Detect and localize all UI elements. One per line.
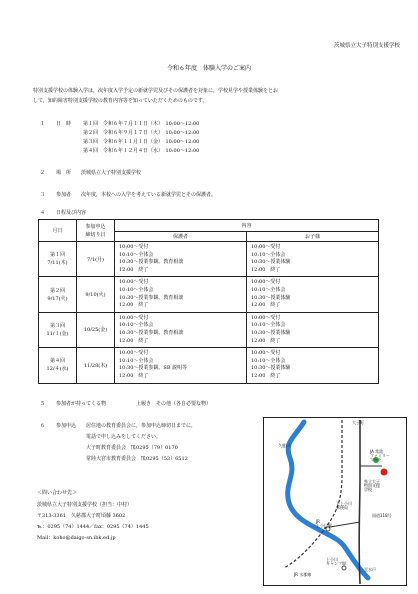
- child-line: 10:30～授業体験: [251, 365, 291, 372]
- row-session: 第２回: [49, 287, 65, 294]
- section-4-number: ４: [40, 210, 46, 216]
- guardian-line: 10:30～授業参観、教育相談: [119, 329, 184, 336]
- table-row: [39, 242, 379, 277]
- child-line: 10:00～受付: [251, 279, 281, 286]
- map-label-kenmachi: 県立大子 特別支援 学校: [364, 479, 380, 492]
- belongings-text: 上履き その他（各自必要な物）: [136, 401, 212, 407]
- venue-text: 茨城県立大子特別支援学校: [81, 170, 142, 176]
- application-line-3: 大子町教育委員会 ℡0295（79）0170: [86, 445, 178, 451]
- child-line: 10:30～授業体験: [251, 329, 291, 336]
- map-label-mito: 至水戸: [364, 567, 376, 572]
- row-date: 9/17(火): [47, 295, 68, 302]
- child-line: 12:00 終了: [251, 372, 281, 379]
- map-label-kujigawa: 久慈川: [278, 443, 290, 448]
- intro-line-1: 特別支援学校の体験入学は，次年度入学予定の新就学児及びその保護者を対象に，学校見学や授業体験をとお: [33, 88, 279, 94]
- table-row: [39, 312, 379, 347]
- section-5-label: 参加者が持ってくる物: [56, 401, 107, 407]
- section-2-number: ２: [40, 170, 46, 176]
- map-label-route118: 国道118号: [372, 513, 392, 518]
- map-label-daigo: 大子町: [352, 420, 364, 425]
- section-5-number: ５: [40, 401, 46, 407]
- child-line: 10:30～授業体験: [251, 294, 291, 301]
- guardian-line: 10:30～授業参観、SB 説明等: [119, 365, 188, 372]
- kuji-river: [288, 422, 368, 578]
- child-line: 10:10～全体会: [251, 357, 286, 364]
- application-line-1: 居住地の教育委員会に，参加申込締切日までに，: [86, 423, 197, 429]
- date-item-3: 第３回 令和６年１１月１日（金） 10:00～12:00: [83, 139, 200, 145]
- school-marker: [381, 469, 388, 476]
- intro-line-2: して，知的障害特別支援学校の教育内容等を知っていただくためのものです。: [33, 98, 208, 104]
- child-line: 10:00～受付: [251, 314, 281, 321]
- child-line: 10:00～受付: [251, 244, 281, 250]
- child-line: 10:10～全体会: [251, 286, 286, 293]
- guardian-line: 10:10～全体会: [119, 357, 154, 364]
- section-6-number: ６: [40, 423, 46, 429]
- row-session: 第３回: [49, 322, 65, 329]
- map-label-familymart: JA 常陸 ファミリー マート: [370, 449, 390, 462]
- row-deadline: 7/1(月): [77, 242, 115, 277]
- section-1-label: 日 時: [56, 121, 72, 127]
- section-3-number: ３: [40, 192, 46, 198]
- child-line: 10:30～授業体験: [251, 259, 291, 266]
- application-line-4: 常陸大宮市教育委員会 ℡0295（53）6512: [86, 456, 188, 462]
- section-3-label: 参加者: [56, 192, 72, 198]
- section-6-label: 参加申込: [56, 423, 77, 429]
- row-date: 12/４(水): [46, 366, 69, 373]
- guardian-line: 10:00～受付: [119, 279, 149, 286]
- child-line: 10:10～全体会: [251, 322, 286, 329]
- participants-text: 次年度，本校への入学を考えている新就学児とその保護者。: [81, 192, 217, 198]
- child-line: 10:00～受付: [251, 350, 281, 357]
- head-content: 内容: [115, 220, 379, 232]
- row-deadline: 9/10(火): [77, 277, 115, 312]
- guardian-line: 10:10～全体会: [119, 286, 154, 293]
- guardian-line: 12:00 終了: [119, 266, 149, 273]
- row-session: 第４回: [49, 358, 65, 365]
- head-child: お子様: [247, 232, 379, 242]
- child-line: 12:00 終了: [251, 266, 281, 273]
- date-item-4: 第４回 令和６年１２月４日（水） 10:00～12:00: [83, 148, 200, 154]
- school-name-header: 茨城県立大子特別支援学校: [333, 43, 400, 49]
- date-item-2: 第２回 令和６年９月１７日（火） 10:00～12:00: [83, 130, 200, 136]
- camp-marker: [342, 566, 346, 570]
- section-4-label: 日程及び内容: [56, 210, 87, 216]
- map-label-post: 下上小川 郵便局: [336, 501, 352, 510]
- row-date: 11/１(金): [46, 330, 69, 337]
- row-date: 7/11(木): [47, 260, 68, 267]
- row-deadline: 11/28(木): [77, 348, 115, 383]
- access-map: [263, 417, 407, 586]
- guardian-line: 10:00～受付: [119, 314, 149, 321]
- date-item-1: 第１回 令和６年７月１１日（木） 10:00～12:00: [83, 121, 200, 127]
- map-label-camp: 上小川 キャンプ場: [326, 557, 346, 566]
- schedule-table: [38, 219, 379, 384]
- row-deadline: 10/25(金): [77, 312, 115, 347]
- contact-school: 茨城県立大子特別支援学校（担当：中村）: [37, 502, 133, 508]
- application-line-2: 電話で申し込みをしてください。: [86, 434, 162, 440]
- guardian-line: 10:10～全体会: [119, 251, 154, 258]
- guardian-line: 12:00 終了: [119, 337, 149, 344]
- section-2-label: 場 所: [56, 170, 72, 176]
- row-session: 第１回: [49, 252, 65, 259]
- guardian-line: 12:00 終了: [119, 302, 149, 309]
- child-line: 12:00 終了: [251, 337, 281, 344]
- guardian-line: 10:00～受付: [119, 244, 149, 250]
- section-1-number: １: [40, 121, 46, 127]
- guardian-line: 10:00～受付: [119, 350, 149, 357]
- jr-railway: [284, 420, 342, 568]
- head-session: 月日: [39, 220, 77, 242]
- contact-phone: ℡：0295（74）1444／fax：0295（74）1445: [37, 524, 149, 530]
- head-deadline: 参加申込 締切り日: [77, 220, 115, 242]
- table-row: [39, 277, 379, 312]
- page-title: 令和６年度 体験入学のご案内: [166, 65, 251, 72]
- contact-mail[interactable]: Mail：koho@daigo-sn.ibk.ed.jp: [37, 535, 116, 541]
- road-118: [359, 420, 360, 584]
- child-line: 12:00 終了: [251, 302, 281, 309]
- guardian-line: 10:10～全体会: [119, 322, 154, 329]
- child-line: 10:10～全体会: [251, 251, 286, 258]
- map-label-station: JR 上小川駅: [316, 519, 332, 528]
- head-guardian: 保護者: [115, 232, 247, 242]
- guardian-line: 10:30～授業参観、教育相談: [119, 294, 184, 301]
- table-row: [39, 348, 379, 383]
- map-label-suigun: JR 水郡線: [294, 572, 312, 577]
- guardian-line: 10:30～授業参観、教育相談: [119, 259, 184, 266]
- guardian-line: 12:00 終了: [119, 372, 149, 379]
- contact-address: 〒313-3361 久慈郡大子町頃藤 3602: [37, 513, 126, 519]
- contact-heading: ＜問い合わせ先＞: [37, 490, 78, 496]
